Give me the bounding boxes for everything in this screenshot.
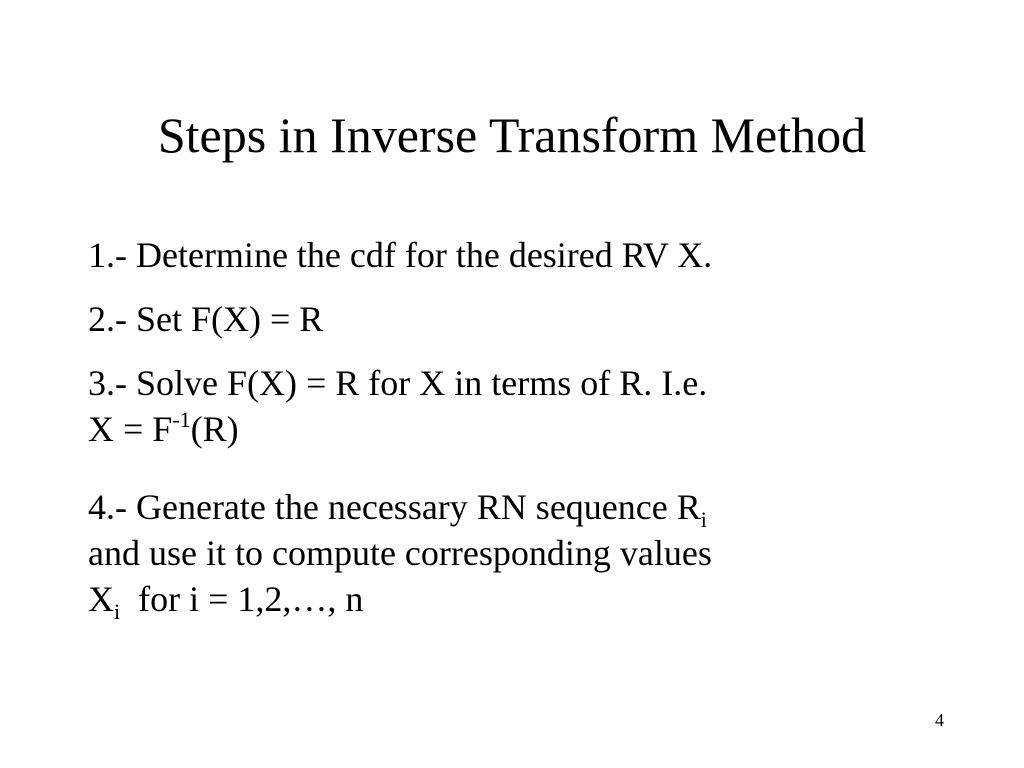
step-4-line-1 [88,484,712,532]
inverse-superscript: -1 [172,407,191,432]
step-4 [88,484,712,622]
step-1 [88,232,712,278]
step-3-text: 3.- Solve F(X) = R for X in terms of R. I.e. [88,363,708,403]
step-4-line-2: and use it to compute corresponding values [88,533,712,573]
step-3 [88,360,707,452]
step-3-formula-base: X = F [88,409,173,449]
step-4-text: 4.- Generate the necessary RN sequence R [88,487,701,527]
step-3-formula-argument: (R) [190,409,239,449]
x-symbol: X [88,579,114,619]
step-4-line-3 [88,576,712,624]
r-subscript: i [700,507,707,532]
step-2-text: 2.- Set F(X) = R [88,299,324,339]
step-3-formula [88,406,707,452]
step-1-text: 1.- Determine the cdf for the desired RV X. [88,235,713,275]
slide-title: Steps in Inverse Transform Method [157,107,867,163]
step-2 [88,296,323,342]
page-number: 4 [935,710,944,730]
step-4-range: for i = 1,2,…, n [120,579,364,619]
x-subscript: i [114,599,121,624]
